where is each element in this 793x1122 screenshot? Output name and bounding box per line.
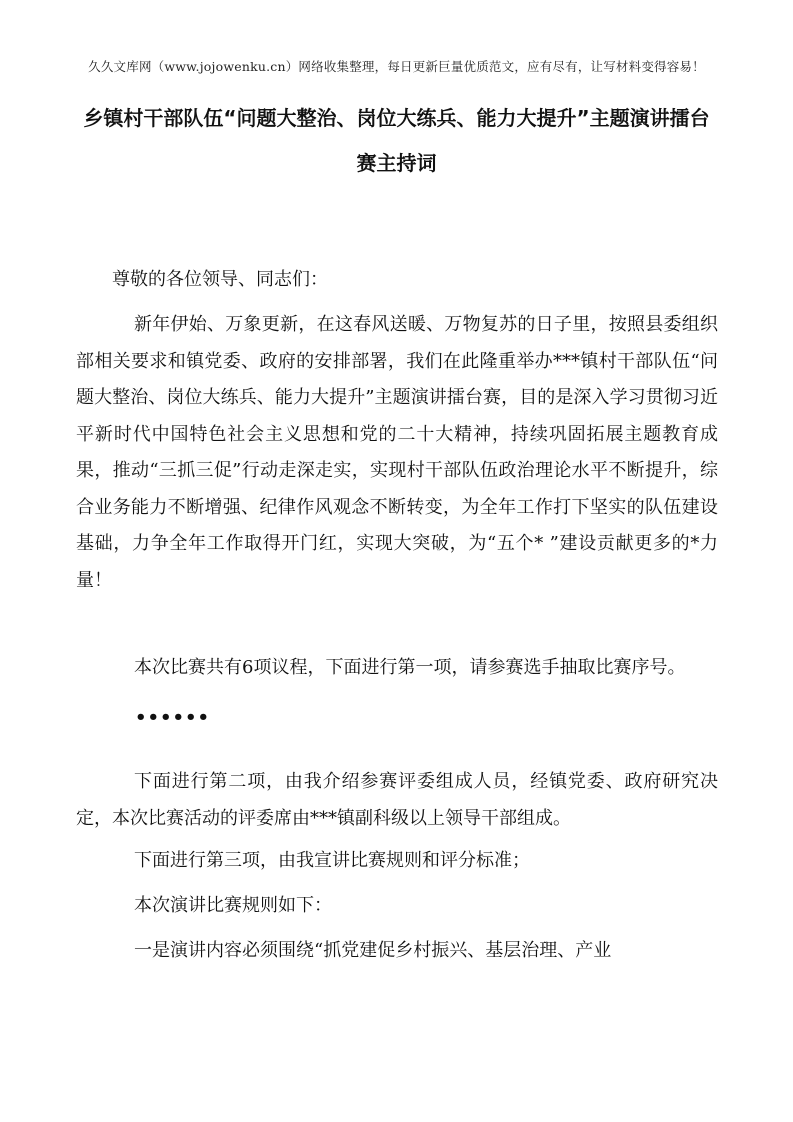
header-note: 久久文库网（www.jojowenku.cn）网络收集整理，每日更新巨量优质范文，应有尽有，让写材料变得容易！	[88, 59, 705, 74]
document-title	[70, 96, 723, 186]
paragraph-agenda-item-2: 下面进行第二项，由我介绍参赛评委组成人员，经镇党委、政府研究决定，本次比赛活动的评委席由***镇副科级以上领导干部组成。	[76, 771, 718, 829]
paragraph-agenda-item-3: 下面进行第三项，由我宣讲比赛规则和评分标准；	[134, 850, 530, 871]
paragraph-rules-intro: 本次演讲比赛规则如下：	[134, 895, 332, 916]
paragraph-opening: 新年伊始、万象更新，在这春风送暖、万物复苏的日子里，按照县委组织部相关要求和镇党委、政府的安排部署，我们在此隆重举办***镇村干部队伍“问题大整治、岗位大练兵、能力大提升”主题演讲擂台赛，目的是深入学习贯彻习近平新时代中国特色社会主义思想和党的二十大精神，持续巩固拓展主题教育成果，推动“三抓三促”行动走深走实，实现村干部队伍政治理论水平不断提升，综合业务能力不断增强、纪律作风观念不断转变，为全年工作打下坚实的队伍建设基础，力争全年工作取得开门红，实现大突破，为“五个* ”建设贡献更多的*力量！	[76, 314, 718, 591]
title-line-1: 乡镇村干部队伍“问题大整治、岗位大练兵、能力大提升”主题演讲擂台	[83, 106, 710, 130]
salutation: 尊敬的各位领导、同志们：	[112, 269, 328, 290]
paragraph-agenda-item-1: 本次比赛共有6项议程，下面进行第一项，请参赛选手抽取比赛序号。	[134, 657, 686, 678]
ellipsis-separator: ••••••	[135, 707, 211, 728]
title-line-2: 赛主持词	[356, 151, 437, 175]
paragraph-rule-one: 一是演讲内容必须围绕“抓党建促乡村振兴、基层治理、产业	[134, 940, 612, 961]
